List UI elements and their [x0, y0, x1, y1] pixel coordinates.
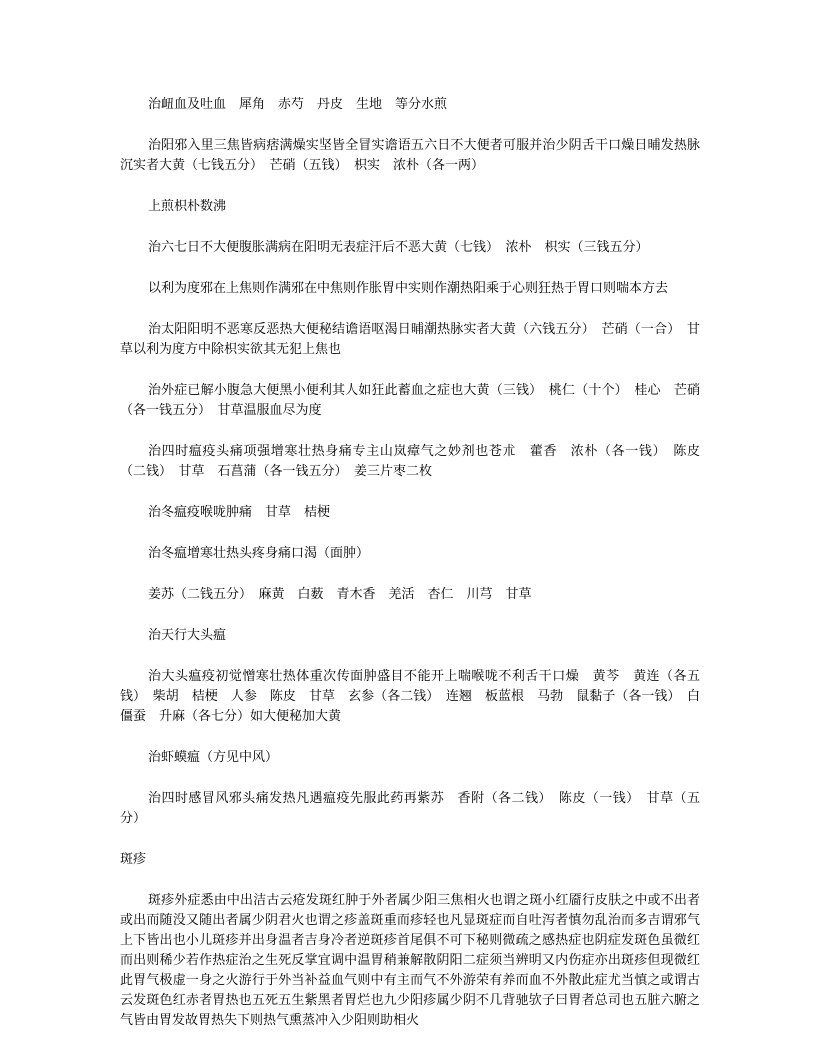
paragraph: 治六七日不大便腹胀满病在阳明无表症汗后不恶大黄（七钱） 浓朴 枳实（三钱五分）	[148, 240, 649, 255]
paragraph: 治外症已解小腹急大便黑小便利其人如狂此蓄血之症也大黄（三钱） 桃仁（十个） 桂心 芒硝（各一钱五分） 甘草温服血尽为度	[120, 383, 700, 418]
section-heading: 斑疹	[120, 852, 147, 867]
paragraph: 治冬瘟增寒壮热头疼身痛口渴（面肿）	[148, 546, 370, 561]
paragraph: 治大头瘟疫初觉憎寒壮热体重次传面肿盛目不能开上喘喉咙不利舌干口燥 黄芩 黄连（各五钱） 柴胡 桔梗 人参 陈皮 甘草 玄参（各二钱） 连翘 板蓝根 马勃 鼠黏子（各一钱） 白僵蚕 升麻（各七分）如大便秘加大黄	[120, 669, 700, 724]
paragraph: 治四时感冒风邪头痛发热凡遇瘟疫先服此药再紫苏 香附（各二钱） 陈皮（一钱） 甘草（五分）	[120, 791, 700, 826]
paragraph: 治四时瘟疫头痛项强增寒壮热身痛专主山岚瘴气之妙剂也苍朮 藿香 浓朴（各一钱） 陈皮（二钱） 甘草 石菖蒲（各一钱五分） 姜三片枣二枚	[120, 444, 700, 479]
document-page	[120, 95, 700, 1052]
paragraph: 治冬瘟疫喉咙肿痛 甘草 桔梗	[148, 505, 331, 520]
paragraph: 斑疹外症悉由中出洁古云疮发斑红肿于外者属少阳三焦相火也谓之斑小红靥行皮肤之中或不出者或出而随没又随出者属少阴君火也谓之疹盖斑重而疹轻也凡显斑症而自吐泻者慎勿乱治而多吉谓邪气上下皆出也小儿斑疹并出身温者吉身冷者逆斑疹首尾俱不可下秘则微疏之感热症也阴症发斑色虽微红而出则稀少若作热症治之生死反掌宜调中温胃稍兼解散阴阳二症须当辨明又内伤症亦出斑疹但现微红此胃气极虚一身之火游行于外当补益血气则中有主而气不外游荣有养而血不外散此症尤当慎之或谓古云发斑色红赤者胃热也五死五生紫黑者胃烂也九少阳疹属少阴不几背驰欤子曰胃者总司也五脏六腑之气皆由胃发故胃热失下则热气熏蒸冲入少阳则助相火	[120, 893, 700, 1028]
paragraph: 治太阳阳明不恶寒反恶热大便秘结谵语呕渴日晡潮热脉实者大黄（六钱五分） 芒硝（一合） 甘草以利为度方中除枳实欲其无犯上焦也	[120, 322, 700, 357]
paragraph: 以利为度邪在上焦则作满邪在中焦则作胀胃中实则作潮热阳乘于心则狂热于胃口则喘本方去	[148, 281, 669, 296]
paragraph: 治阳邪入里三焦皆病痞满燥实坚皆全冒实谵语五六日不大便者可服并治少阴舌干口燥日晡发热脉沉实者大黄（七钱五分） 芒硝（五钱） 枳实 浓朴（各一两）	[120, 138, 700, 173]
paragraph: 治天行大头瘟	[148, 628, 227, 643]
paragraph: 姜苏（二钱五分） 麻黄 白薮 青木香 羌活 杏仁 川芎 甘草	[148, 587, 532, 602]
paragraph: 治衄血及吐血 犀角 赤芍 丹皮 生地 等分水煎	[148, 97, 448, 112]
paragraph: 治虾蟆瘟（方见中风）	[148, 750, 279, 765]
paragraph: 上煎枳朴数沸	[148, 199, 227, 214]
